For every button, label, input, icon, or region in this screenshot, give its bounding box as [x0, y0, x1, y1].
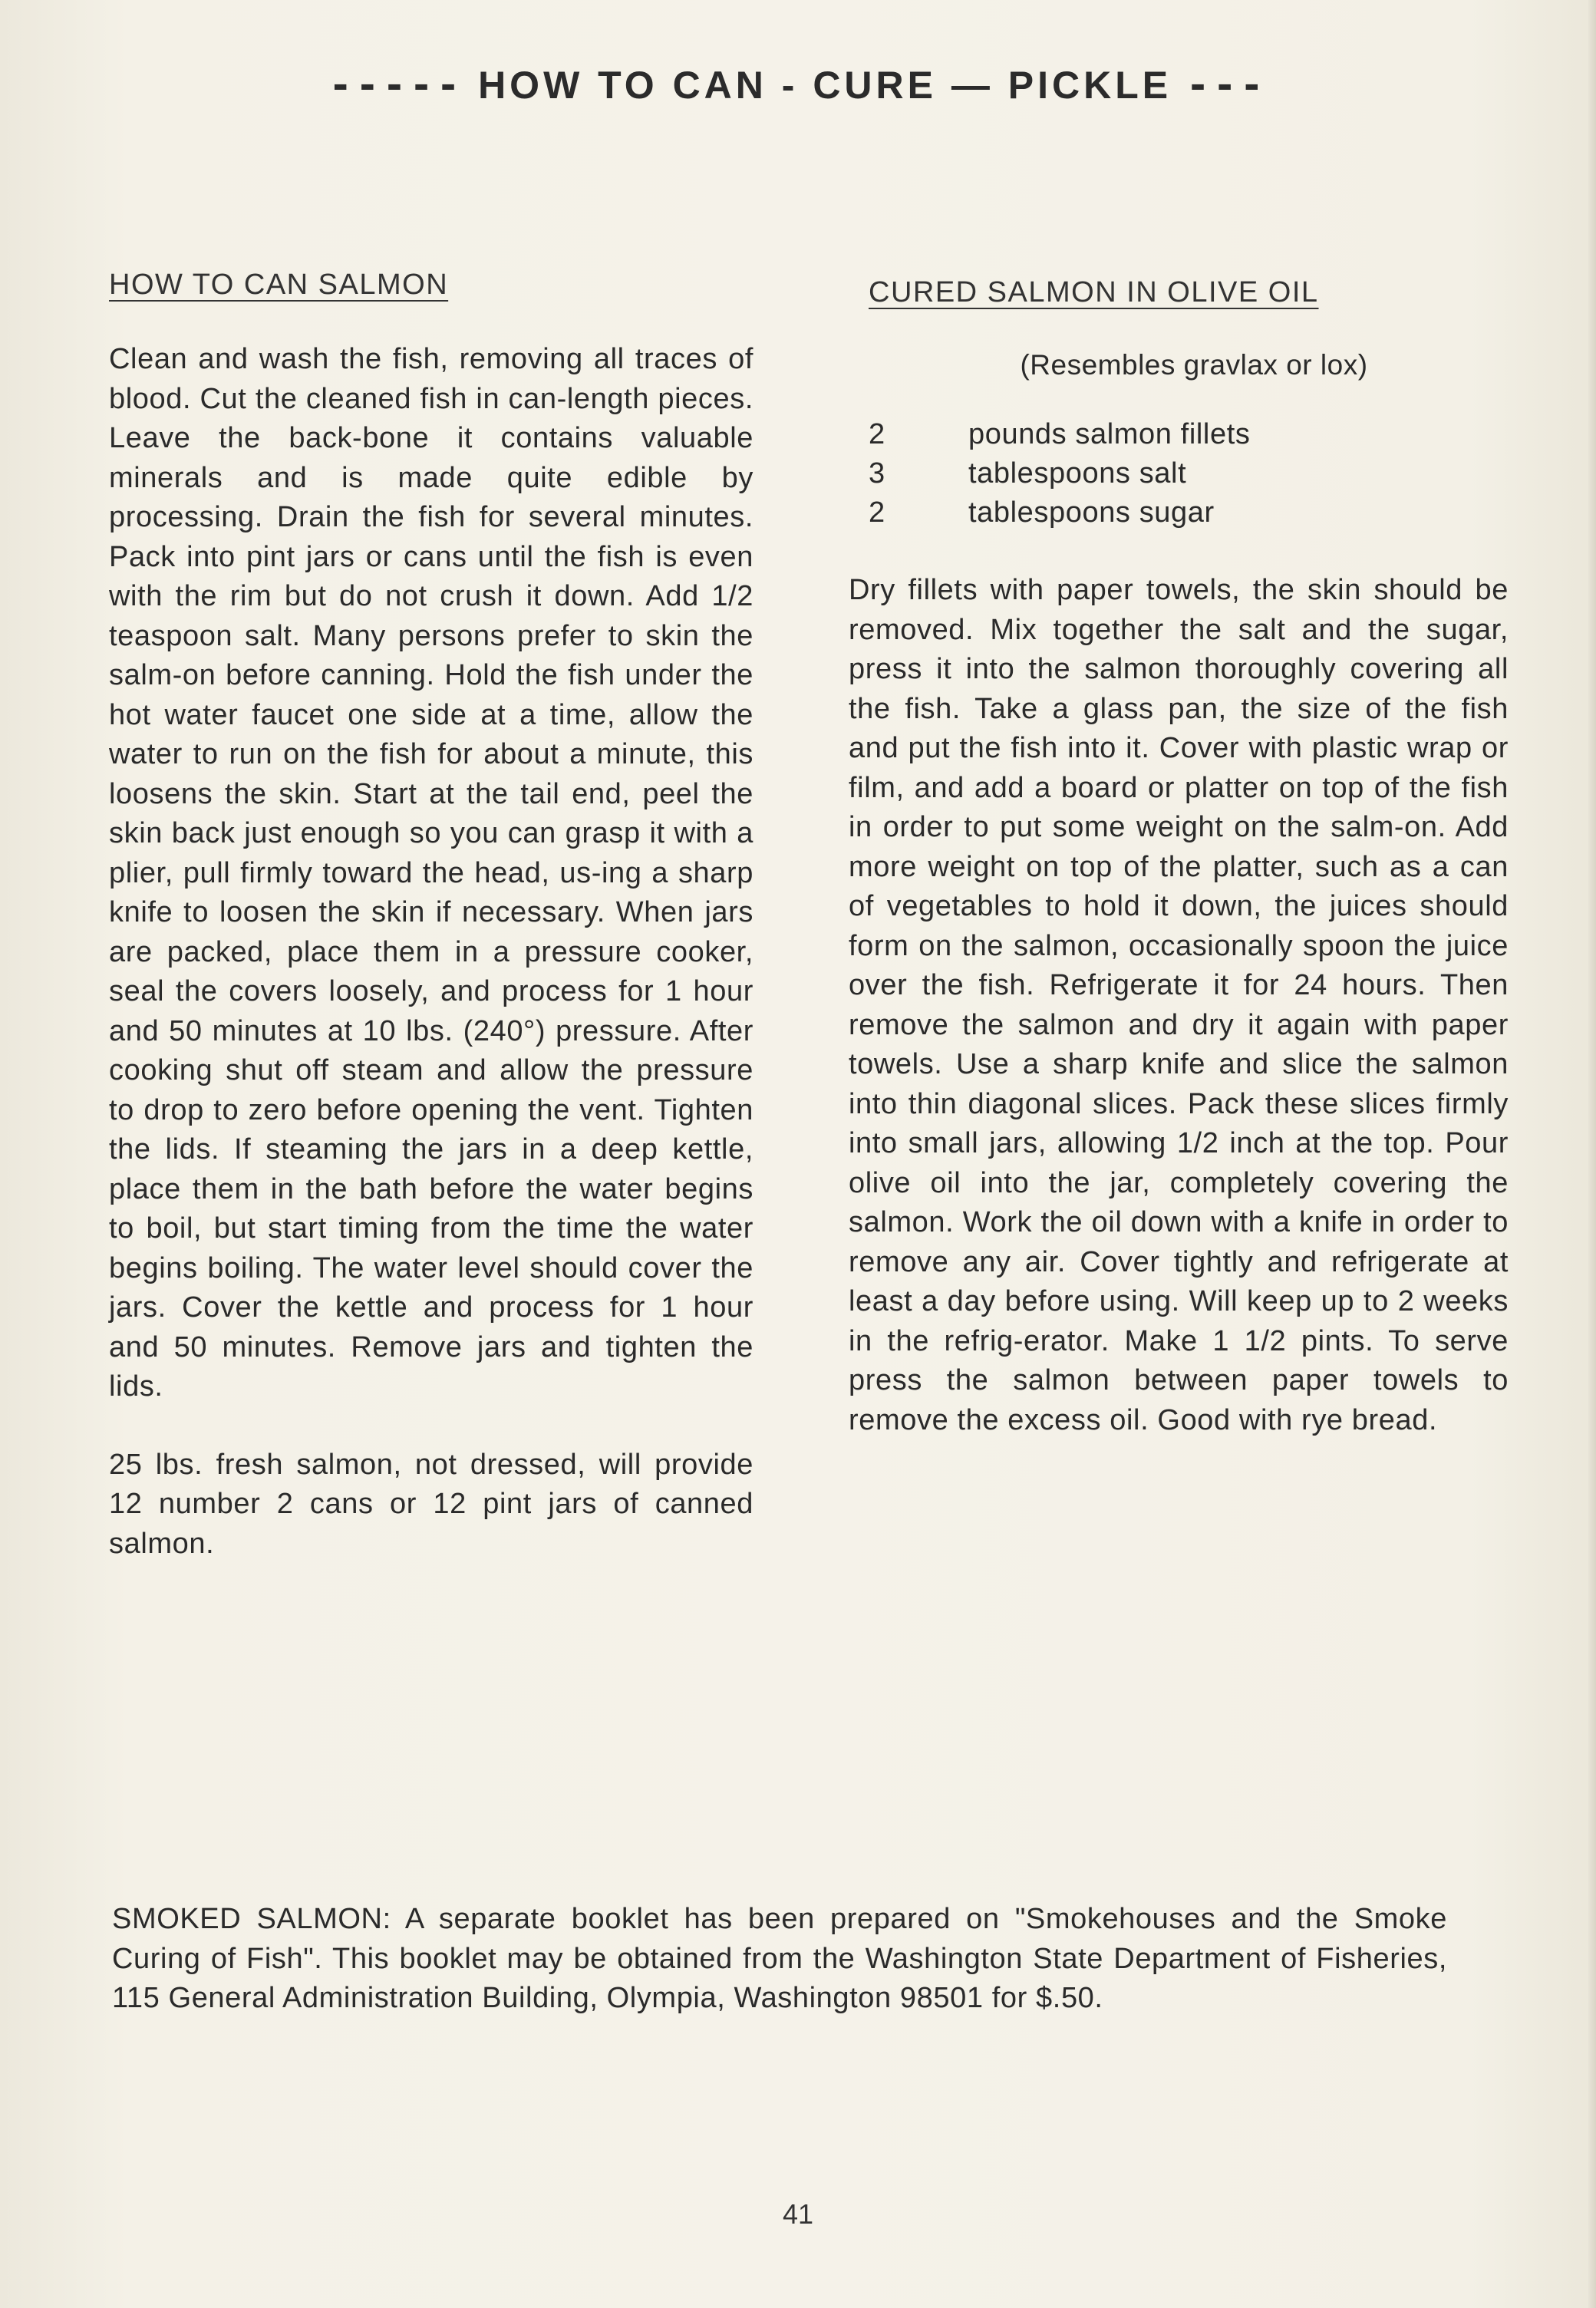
ingredient-qty: 3	[869, 457, 885, 490]
ingredient-item: tablespoons sugar	[968, 496, 1215, 529]
how-to-can-salmon-text	[109, 340, 753, 1564]
section-title-how-to-can-salmon: HOW TO CAN SALMON	[109, 269, 449, 301]
ingredient-row	[869, 454, 1509, 493]
canning-yield: 25 lbs. fresh salmon, not dressed, will provide 12 number 2 cans or 12 pint jars of canned salmon.	[109, 1448, 753, 1560]
header-trail-dashes: ---	[1186, 63, 1268, 107]
curing-instructions: Dry fillets with paper towels, the skin should be removed. Mix together the salt and the sugar, press it into the salmon thoroughly covering all the fish. Take a glass pan, the size of the fish and put the fish into it. Cover with plastic wrap or film, and add a board or platter on top of the fish in order to put some weight on the salm-on. Add more weight on top of the platter, such as a can of vegetables to hold it down, the juices should form on the salmon, occasionally spoon the juice over the fish. Refrigerate it for 24 hours. Then remove the salmon and dry it again with paper towels. Use a sharp knife and slice the salmon into thin diagonal slices. Pack these slices firmly into small jars, allowing 1/2 inch at the top. Pour olive oil into the jar, completely covering the salmon. Work the oil down with a knife in order to remove any air. Cover tightly and refrigerate at least a day before using. Will keep up to 2 weeks in the refrig-erator. Make 1 1/2 pints. To serve press the salmon between paper towels to remove the excess oil. Good with rye bread.	[849, 574, 1509, 1436]
section-title-cured-salmon: CURED SALMON IN OLIVE OIL	[869, 276, 1319, 308]
recipe-subtitle: (Resembles gravlax or lox)	[1020, 349, 1368, 381]
header-lead-dashes: -----	[328, 63, 464, 107]
page-edge	[1588, 0, 1596, 2308]
ingredient-row	[869, 415, 1509, 454]
ingredient-qty: 2	[869, 496, 885, 529]
right-column	[849, 276, 1509, 1440]
header-title: HOW TO CAN - CURE — PICKLE	[478, 64, 1172, 107]
ingredient-item: pounds salmon fillets	[968, 418, 1251, 450]
smoked-salmon-note: SMOKED SALMON: A separate booklet has been prepared on "Smokehouses and the Smoke Curing of Fish". This booklet may be obtained from the Washington State Department of Fisheries, 115 General Administration Building, Olympia, Washington 98501 for $.50.	[112, 1903, 1447, 2014]
ingredient-list	[869, 415, 1509, 532]
left-column	[109, 269, 753, 1564]
cured-salmon-text	[849, 571, 1509, 1440]
page-header	[0, 63, 1596, 107]
canning-instructions: Clean and wash the fish, removing all traces of blood. Cut the cleaned fish in can-length pieces. Leave the back-bone it contains valuable minerals and is made quite edible by processing. Drain the fish for several minutes. Pack into pint jars or cans until the fish is even with the rim but do not crush it down. Add 1/2 teaspoon salt. Many persons prefer to skin the salm-on before canning. Hold the fish under the hot water faucet one side at a time, allow the water to run on the fish for about a minute, this loosens the skin. Start at the tail end, peel the skin back just enough so you can grasp it with a plier, pull firmly toward the head, us-ing a sharp knife to loosen the skin if necessary. When jars are packed, place them in a pressure cooker, seal the covers loosely, and process for 1 hour and 50 minutes at 10 lbs. (240°) pressure. After cooking shut off steam and allow the pressure to drop to zero before opening the vent. Tighten the lids. If steaming the jars in a deep kettle, place them in the bath before the water begins to boil, but start timing from the time the water begins boiling. The water level should cover the jars. Cover the kettle and process for 1 hour and 50 minutes. Remove jars and tighten the lids.	[109, 343, 753, 1403]
ingredient-item: tablespoons salt	[968, 457, 1187, 490]
ingredient-row	[869, 493, 1509, 532]
ingredient-qty: 2	[869, 418, 885, 450]
page-number: 41	[782, 2198, 814, 2230]
